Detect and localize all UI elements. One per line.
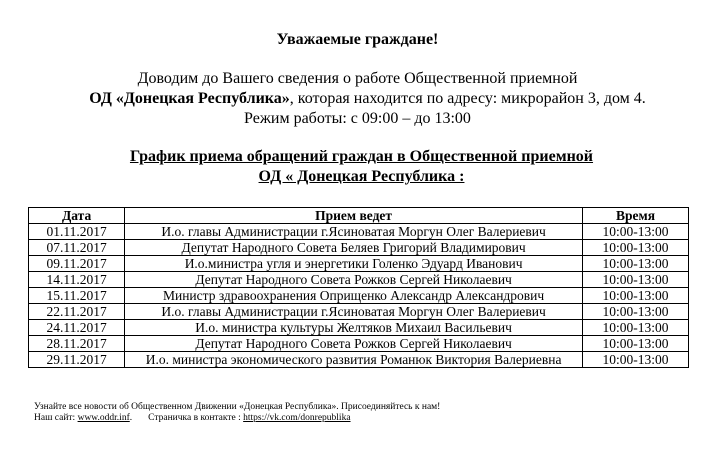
cell-who: Депутат Народного Совета Беляев Григорий Владимирович <box>125 240 583 256</box>
column-header-date: Дата <box>29 208 125 224</box>
table-row <box>29 320 689 336</box>
table-row <box>29 304 689 320</box>
site-link[interactable]: www.oddr.inf <box>77 413 130 423</box>
site-link-dot: . <box>129 413 133 423</box>
intro-line-1: Доводим до Вашего сведения о работе Общественной приемной <box>137 70 578 87</box>
cell-time: 10:00-13:00 <box>583 240 689 256</box>
cell-date: 28.11.2017 <box>29 336 125 352</box>
table-row <box>29 256 689 272</box>
cell-who: И.о. главы Администрации г.Ясиноватая Моргун Олег Валериевич <box>125 224 583 240</box>
schedule-heading-line-1: График приема обращений граждан в Общественной приемной <box>129 148 594 165</box>
table-row <box>29 240 689 256</box>
cell-date: 24.11.2017 <box>29 320 125 336</box>
cell-who: И.о.министра угля и энергетики Голенко Эдуард Иванович <box>125 256 583 272</box>
cell-time: 10:00-13:00 <box>583 288 689 304</box>
table-row <box>29 272 689 288</box>
cell-time: 10:00-13:00 <box>583 224 689 240</box>
schedule-table <box>28 207 689 368</box>
cell-time: 10:00-13:00 <box>583 304 689 320</box>
vk-label: Страничка в контакте : <box>148 413 241 423</box>
site-label: Наш сайт: <box>34 413 76 423</box>
intro-text <box>0 69 715 129</box>
cell-time: 10:00-13:00 <box>583 272 689 288</box>
cell-time: 10:00-13:00 <box>583 256 689 272</box>
footer-links-line <box>34 413 440 424</box>
column-header-time: Время <box>583 208 689 224</box>
vk-link[interactable]: https://vk.com/donrepublika <box>243 413 351 423</box>
table-row <box>29 352 689 368</box>
intro-address: , которая находится по адресу: микрорайон 3, дом 4. <box>289 90 646 107</box>
footer <box>34 402 440 424</box>
schedule-heading <box>0 147 715 187</box>
cell-date: 29.11.2017 <box>29 352 125 368</box>
cell-who: Министр здравоохранения Оприщенко Александр Александрович <box>125 288 583 304</box>
intro-line-2 <box>20 89 715 109</box>
column-header-who: Прием ведет <box>125 208 583 224</box>
cell-date: 22.11.2017 <box>29 304 125 320</box>
cell-who: Депутат Народного Совета Рожков Сергей Николаевич <box>125 272 583 288</box>
table-row <box>29 336 689 352</box>
cell-date: 15.11.2017 <box>29 288 125 304</box>
cell-date: 07.11.2017 <box>29 240 125 256</box>
intro-working-hours: Режим работы: с 09:00 – до 13:00 <box>244 110 471 127</box>
cell-who: И.о. министра культуры Желтяков Михаил Васильевич <box>125 320 583 336</box>
cell-time: 10:00-13:00 <box>583 336 689 352</box>
cell-who: И.о. главы Администрации г.Ясиноватая Моргун Олег Валериевич <box>125 304 583 320</box>
cell-time: 10:00-13:00 <box>583 320 689 336</box>
table-row <box>29 288 689 304</box>
footer-news-line: Узнайте все новости об Общественном Движении «Донецкая Республика». Присоединяйтесь к нам! <box>34 402 441 412</box>
org-name: ОД «Донецкая Республика» <box>89 90 290 107</box>
cell-date: 14.11.2017 <box>29 272 125 288</box>
page-title: Уважаемые граждане! <box>276 31 439 48</box>
cell-who: Депутат Народного Совета Рожков Сергей Николаевич <box>125 336 583 352</box>
cell-date: 01.11.2017 <box>29 224 125 240</box>
schedule-heading-line-2: ОД « Донецкая Республика : <box>258 168 465 185</box>
table-header-row <box>29 208 689 224</box>
table-row <box>29 224 689 240</box>
cell-date: 09.11.2017 <box>29 256 125 272</box>
schedule-table-body <box>29 224 689 368</box>
cell-who: И.о. министра экономического развития Романюк Виктория Валериевна <box>125 352 583 368</box>
cell-time: 10:00-13:00 <box>583 352 689 368</box>
